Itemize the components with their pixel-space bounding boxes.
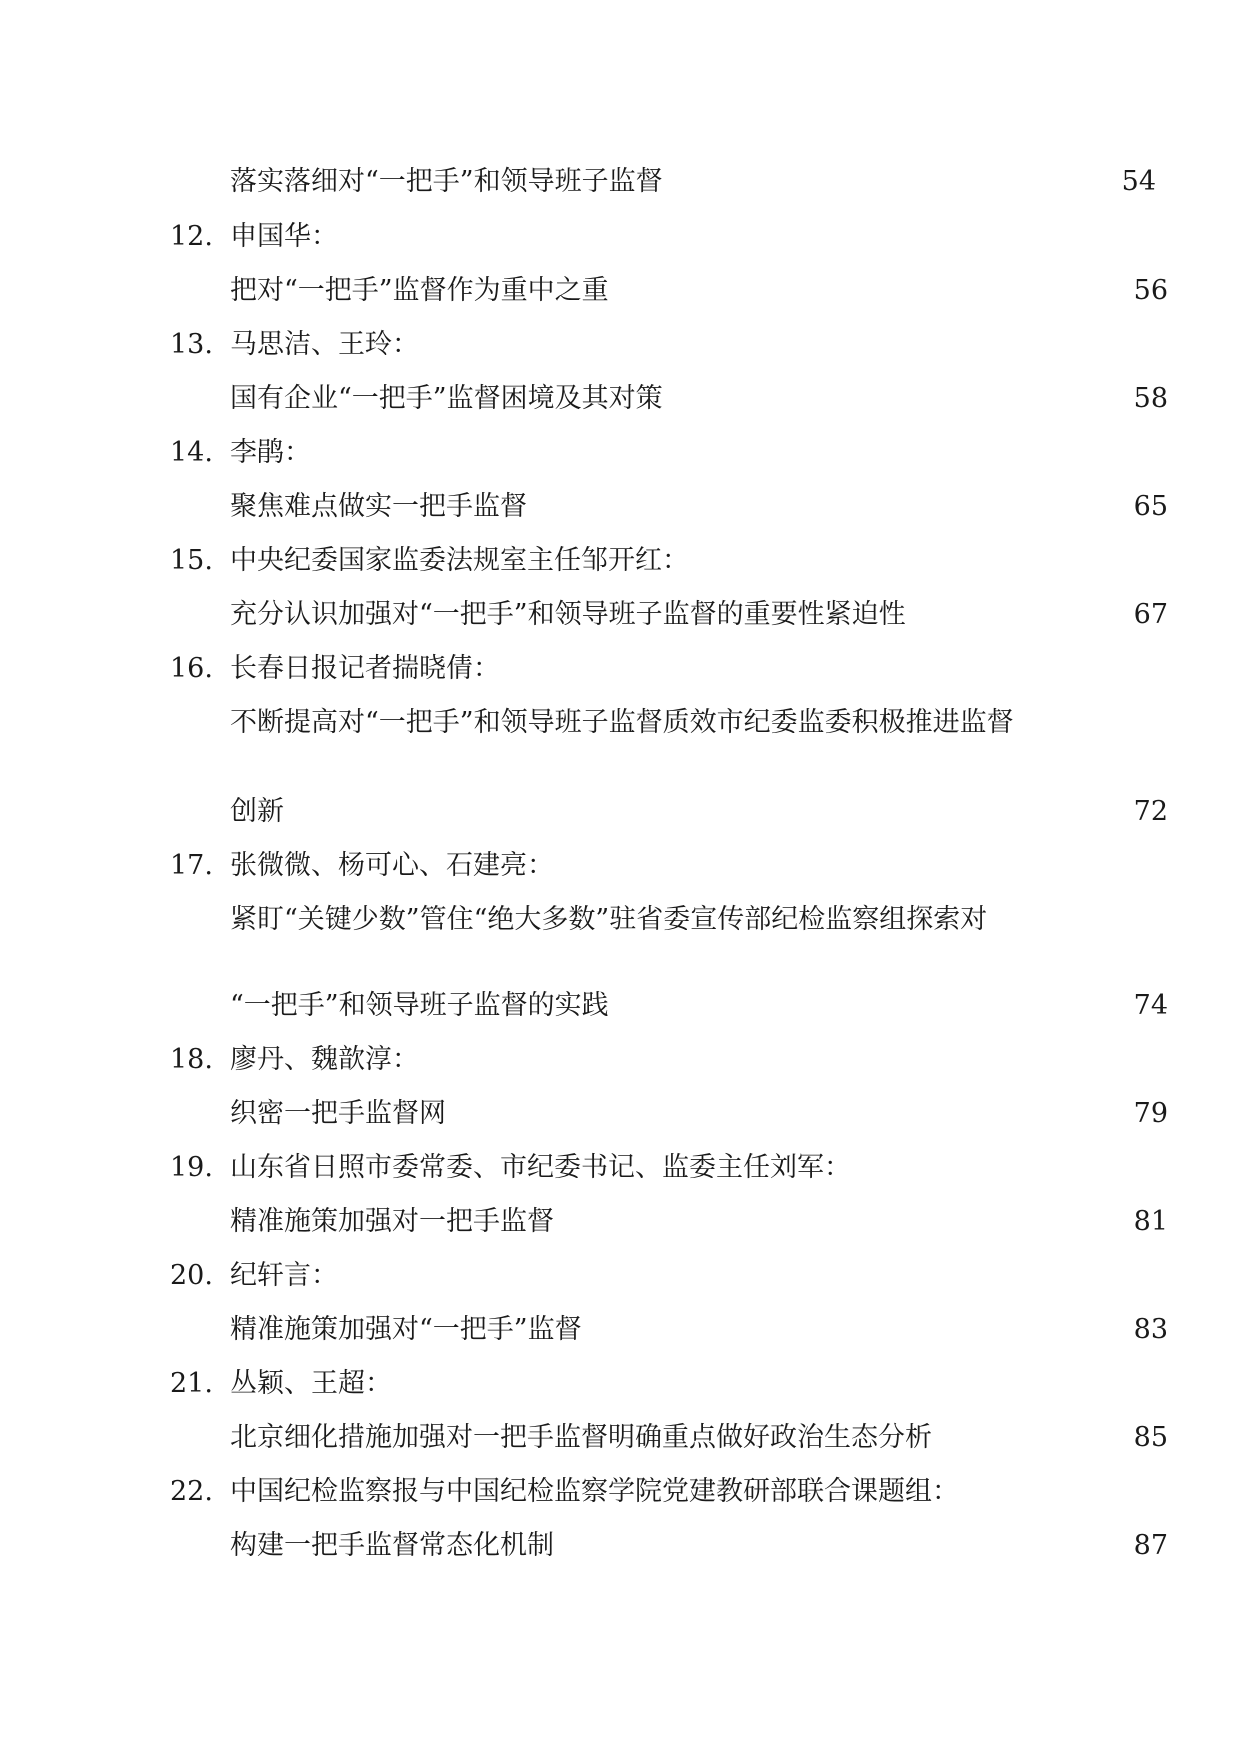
toc-page-number: 67 — [1133, 599, 1168, 630]
toc-entry-number: 21. — [170, 1368, 213, 1399]
toc-page-number: 81 — [1133, 1206, 1168, 1237]
toc-page-number: 87 — [1133, 1530, 1168, 1561]
toc-page-number: 72 — [1133, 796, 1168, 827]
toc-page-number: 74 — [1133, 990, 1168, 1021]
toc-entry-author-text: 廖丹、魏歆淳： — [230, 1044, 419, 1075]
toc-entry-text: 构建一把手监督常态化机制 — [230, 1530, 554, 1561]
toc-entry-text: 精准施策加强对一把手监督 — [230, 1206, 554, 1237]
toc-entry-number: 18. — [170, 1044, 213, 1075]
toc-page-number: 58 — [1133, 383, 1168, 414]
toc-entry-author-text: 纪轩言： — [230, 1260, 338, 1291]
toc-entry-text: 不断提高对“一把手”和领导班子监督质效市纪委监委积极推进监督 — [230, 707, 1014, 738]
toc-entry-number: 22. — [170, 1476, 213, 1507]
toc-entry-author-text: 山东省日照市委常委、市纪委书记、监委主任刘军： — [230, 1152, 851, 1183]
toc-entry-text: 落实落细对“一把手”和领导班子监督 — [230, 166, 663, 197]
toc-page-number: 65 — [1133, 491, 1168, 522]
toc-page-number: 79 — [1133, 1098, 1168, 1129]
toc-entry-text: 充分认识加强对“一把手”和领导班子监督的重要性紧迫性 — [230, 599, 906, 630]
toc-page-number: 83 — [1133, 1314, 1168, 1345]
toc-entry-author-text: 申国华： — [230, 221, 338, 252]
toc-page-number: 85 — [1133, 1422, 1168, 1453]
toc-entry-number: 17. — [170, 850, 213, 881]
toc-entry-text: 国有企业“一把手”监督困境及其对策 — [230, 383, 663, 414]
toc-entry-author-text: 长春日报记者揣晓倩： — [230, 653, 500, 684]
toc-entry-text: 聚焦难点做实一把手监督 — [230, 491, 527, 522]
toc-entry-text: 紧盯“关键少数”管住“绝大多数”驻省委宣传部纪检监察组探索对 — [230, 904, 988, 935]
toc-entry-author-text: 中央纪委国家监委法规室主任邹开红： — [230, 545, 689, 576]
toc-entry-number: 13. — [170, 329, 213, 360]
toc-entry-author-text: 张微微、杨可心、石建亮： — [230, 850, 554, 881]
toc-entry-number: 12. — [170, 221, 213, 252]
toc-entry-author-text: 李鹃： — [230, 437, 311, 468]
toc-entry-number: 19. — [170, 1152, 213, 1183]
toc-entry-author-text: 中国纪检监察报与中国纪检监察学院党建教研部联合课题组： — [230, 1476, 959, 1507]
toc-page-number: 56 — [1133, 275, 1168, 306]
toc-entry-text: “一把手”和领导班子监督的实践 — [230, 990, 609, 1021]
toc-entry-number: 20. — [170, 1260, 213, 1291]
toc-entry-author-text: 马思洁、王玲： — [230, 329, 419, 360]
toc-entry-text: 把对“一把手”监督作为重中之重 — [230, 275, 609, 306]
toc-entry-number: 15. — [170, 545, 213, 576]
toc-entry-number: 14. — [170, 437, 213, 468]
toc-entry-text: 创新 — [230, 796, 284, 827]
toc-page-number: 54 — [1121, 166, 1156, 197]
toc-entry-text: 织密一把手监督网 — [230, 1098, 446, 1129]
toc-entry-text: 精准施策加强对“一把手”监督 — [230, 1314, 582, 1345]
toc-entry-number: 16. — [170, 653, 213, 684]
toc-entry-text: 北京细化措施加强对一把手监督明确重点做好政治生态分析 — [230, 1422, 932, 1453]
toc-entry-author-text: 丛颖、王超： — [230, 1368, 392, 1399]
